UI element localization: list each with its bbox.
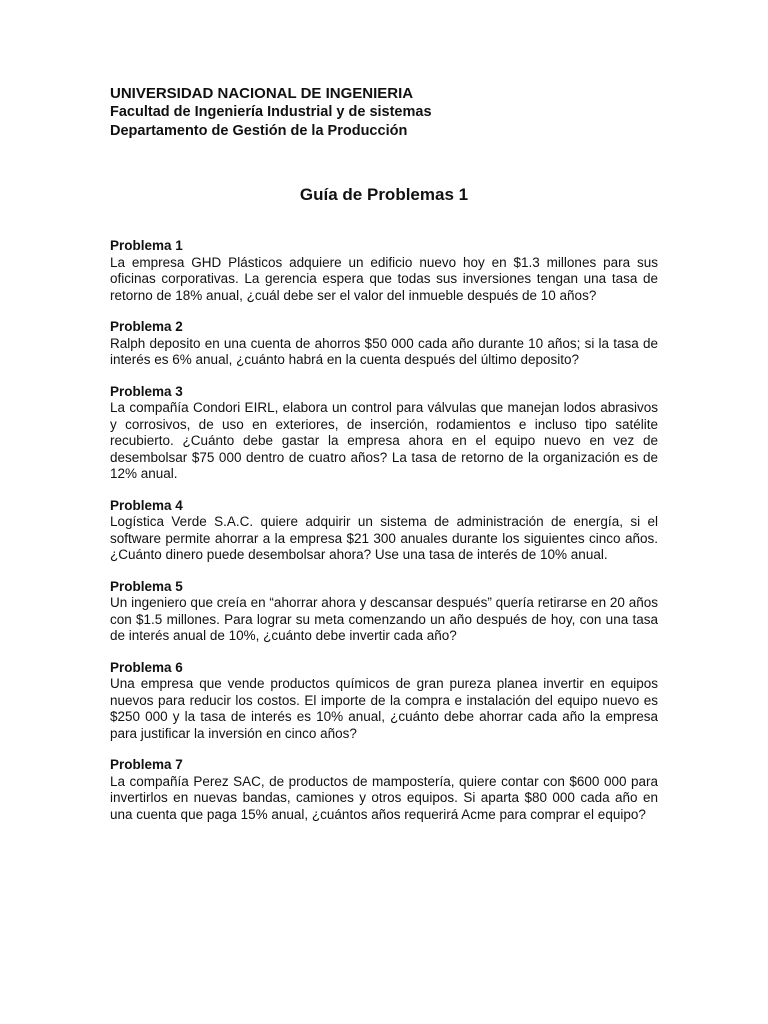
problem-item-2 xyxy=(110,319,658,369)
problem-item-1 xyxy=(110,238,658,304)
university-name: UNIVERSIDAD NACIONAL DE INGENIERIA xyxy=(110,85,414,102)
problem-title: Problema 2 xyxy=(110,319,183,334)
problem-text: La empresa GHD Plásticos adquiere un edificio nuevo hoy en $1.3 millones para sus oficinas corporativas. La gerencia espera que todas sus inversiones tengan una tasa de retorno de 18% anual, ¿cuál debe ser el valor del inmueble después de 10 años? xyxy=(110,254,658,303)
problem-text: La compañía Condori EIRL, elabora un control para válvulas que manejan lodos abrasivos y corrosivos, de uso en exteriores, de inserción, rodamientos e incluso tipo satélite recubierto. ¿Cuánto debe gastar la empresa ahora en el equipo nuevo en vez de desembolsar $75 000 dentro de cuatro años? La tasa de retorno de la organización es de 12% anual. xyxy=(110,400,658,481)
problem-item-5 xyxy=(110,579,658,645)
problem-title: Problema 6 xyxy=(110,659,183,675)
problem-text: La compañía Perez SAC, de productos de mampostería, quiere contar con $600 000 para invertirlos en nuevas bandas, camiones y otros equipos. Si aparta $80 000 cada año en una cuenta que paga 15% anual, ¿cuántos años requerirá Acme para comprar el equipo? xyxy=(110,773,658,822)
problem-title: Problema 1 xyxy=(110,238,183,253)
problem-item-6 xyxy=(110,660,658,743)
document-page xyxy=(110,84,658,838)
problem-item-3 xyxy=(110,384,658,483)
problem-text: Un ingeniero que creía en “ahorrar ahora y descansar después” quería retirarse en 20 años con $1.5 millones. Para lograr su meta comenzando un año después de hoy, con una tasa de interés anual de 10%, ¿cuánto debe invertir cada año? xyxy=(110,595,658,643)
problem-title: Problema 5 xyxy=(110,578,183,594)
problem-item-7 xyxy=(110,757,658,823)
problem-text: Una empresa que vende productos químicos de gran pureza planea invertir en equipos nuevos para reducir los costos. El importe de la compra e instalación del equipo nuevo es $250 000 y la tasa de interés es 10% anual, ¿cuánto debe ahorrar cada año la empresa para justificar la inversión en cinco años? xyxy=(110,676,658,741)
problem-item-4 xyxy=(110,498,658,564)
department-name: Departamento de Gestión de la Producción xyxy=(110,123,408,139)
document-header xyxy=(110,84,658,141)
problem-title: Problema 3 xyxy=(110,383,183,399)
problem-list xyxy=(110,238,658,823)
problem-text: Logística Verde S.A.C. quiere adquirir un sistema de administración de energía, si el software permite ahorrar a la empresa $21 300 anuales durante los siguientes cinco años. ¿Cuánto dinero puede desembolsar ahora? Use una tasa de interés de 10% anual. xyxy=(110,514,658,562)
document-title: Guía de Problemas 1 xyxy=(299,185,469,204)
problem-text: Ralph deposito en una cuenta de ahorros $50 000 cada año durante 10 años; si la tasa de interés es 6% anual, ¿cuánto habrá en la cuenta después del último deposito? xyxy=(110,335,658,367)
problem-title: Problema 7 xyxy=(110,757,183,772)
faculty-name: Facultad de Ingeniería Industrial y de sistemas xyxy=(110,104,432,120)
problem-title: Problema 4 xyxy=(110,497,183,513)
